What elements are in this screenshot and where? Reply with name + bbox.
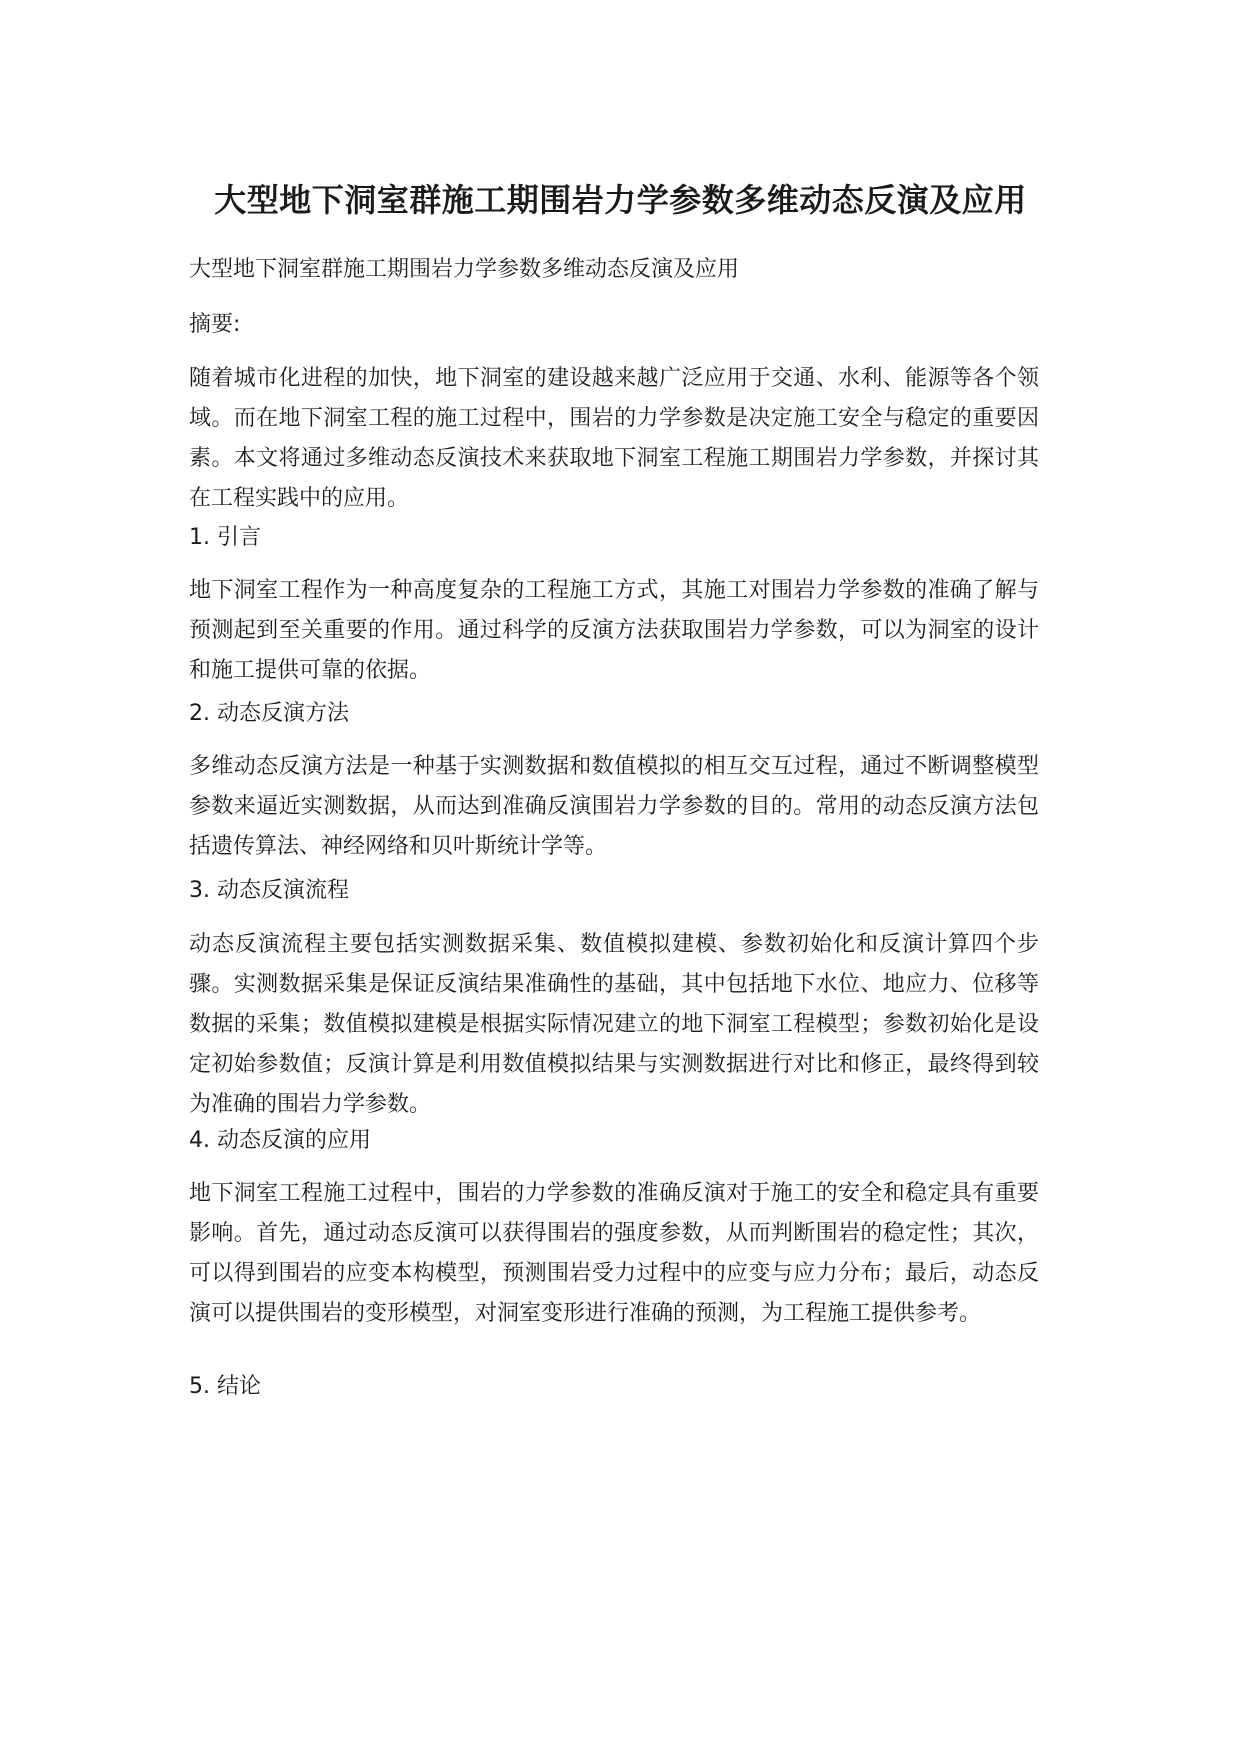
abstract-heading: 摘要: — [189, 312, 241, 337]
section-heading: 1. 引言 — [189, 525, 261, 550]
document-subtitle: 大型地下洞室群施工期围岩力学参数多维动态反演及应用 — [189, 257, 740, 282]
section-heading: 4. 动态反演的应用 — [189, 1128, 371, 1153]
section-paragraph: 地下洞室工程作为一种高度复杂的工程施工方式，其施工对围岩力学参数的准确了解与预测起到至关重要的作用。通过科学的反演方法获取围岩力学参数，可以为洞室的设计和施工提供可靠的依据。 — [189, 578, 1039, 683]
section-heading: 5. 结论 — [189, 1374, 261, 1399]
document-title: 大型地下洞室群施工期围岩力学参数多维动态反演及应用 — [214, 181, 1027, 219]
section-heading: 3. 动态反演流程 — [189, 878, 349, 903]
section-paragraph: 地下洞室工程施工过程中，围岩的力学参数的准确反演对于施工的安全和稳定具有重要影响。首先，通过动态反演可以获得围岩的强度参数，从而判断围岩的稳定性；其次，可以得到围岩的应变本构模型，预测围岩受力过程中的应变与应力分布；最后，动态反演可以提供围岩的变形模型，对洞室变形进行准确的预测，为工程施工提供参考。 — [189, 1181, 1039, 1326]
section-paragraph: 动态反演流程主要包括实测数据采集、数值模拟建模、参数初始化和反演计算四个步骤。实测数据采集是保证反演结果准确性的基础，其中包括地下水位、地应力、位移等数据的采集；数值模拟建模是根据实际情况建立的地下洞室工程模型；参数初始化是设定初始参数值；反演计算是利用数值模拟结果与实测数据进行对比和修正，最终得到较为准确的围岩力学参数。 — [189, 932, 1039, 1117]
abstract-paragraph: 随着城市化进程的加快，地下洞室的建设越来越广泛应用于交通、水利、能源等各个领域。而在地下洞室工程的施工过程中，围岩的力学参数是决定施工安全与稳定的重要因素。本文将通过多维动态反演技术来获取地下洞室工程施工期围岩力学参数，并探讨其在工程实践中的应用。 — [189, 366, 1039, 511]
section-heading: 2. 动态反演方法 — [189, 701, 349, 726]
section-paragraph: 多维动态反演方法是一种基于实测数据和数值模拟的相互交互过程，通过不断调整模型参数来逼近实测数据，从而达到准确反演围岩力学参数的目的。常用的动态反演方法包括遗传算法、神经网络和贝叶斯统计学等。 — [189, 754, 1039, 859]
